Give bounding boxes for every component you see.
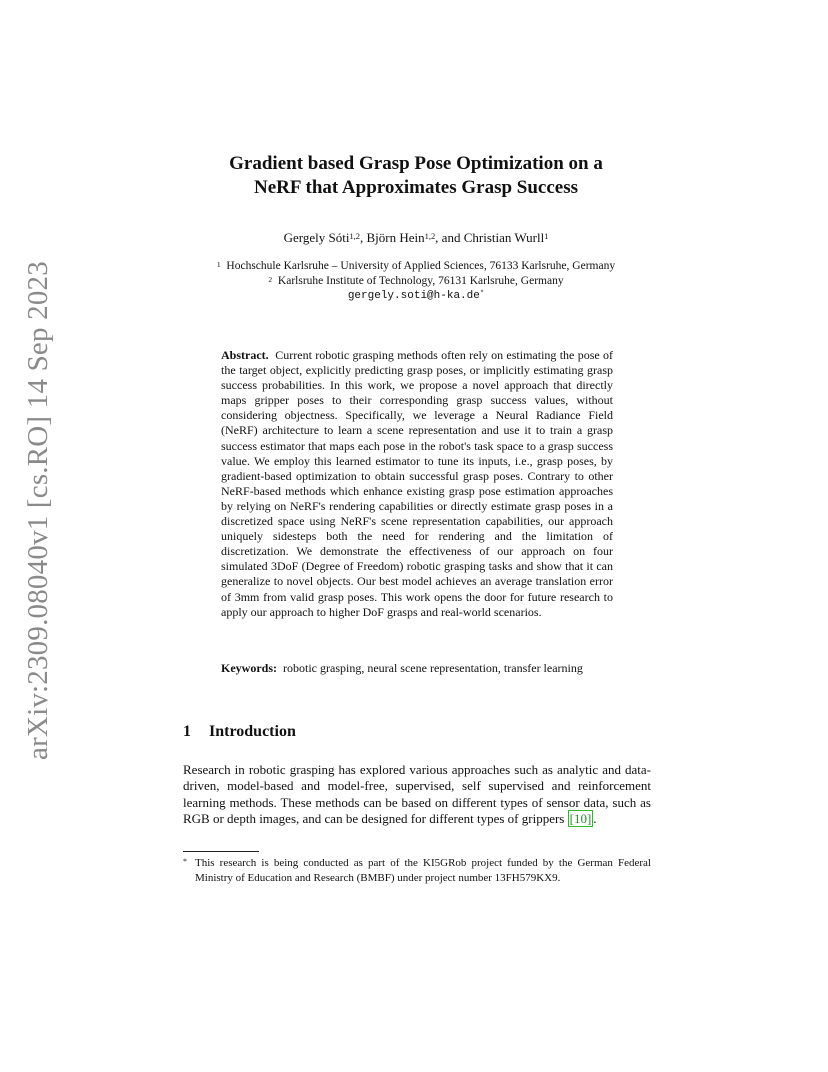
keywords (221, 661, 613, 676)
author-list (140, 229, 692, 247)
paper-title (140, 152, 692, 200)
contact-email (140, 289, 692, 304)
citation-link[interactable]: [10] (569, 810, 592, 826)
affiliation-text: Karlsruhe Institute of Technology, 76131 Karlsruhe, Germany (277, 275, 564, 287)
author-affiliation-marker: 1 (544, 231, 549, 241)
section-number: 1 (183, 723, 191, 740)
section-title: Introduction (209, 723, 296, 740)
author-name: Gergely Sóti (283, 230, 350, 245)
author-name: Christian Wurll (463, 230, 545, 245)
paragraph-text: Research in robotic grasping has explored various approaches such as analytic and data-driven, model-based and model-free, supervised, self supervised and reinforcement learning methods. These methods can be based on different types of sensor data, such as RGB or depth images, and can be designed for different types of grippers (183, 762, 651, 826)
section-heading-introduction (183, 722, 296, 742)
paper-title-line-2: NeRF that Approximates Grasp Success (253, 177, 579, 198)
arxiv-identifier-stamp: arXiv:2309.08040v1 [cs.RO] 14 Sep 2023 (22, 261, 54, 760)
footnote-marker: * (183, 857, 187, 866)
footnote-divider (183, 851, 259, 852)
keywords-label: Keywords: (221, 661, 277, 675)
affiliation-text: Hochschule Karlsruhe – University of Applied Sciences, 76133 Karlsruhe, Germany (226, 260, 616, 272)
footnote (183, 856, 651, 885)
footnote-text: This research is being conducted as part of the KI5GRob project funded by the German Federal Ministry of Education and Research (BMBF) under project number 13FH579KX9. (195, 857, 651, 884)
keywords-text: robotic grasping, neural scene representation, transfer learning (283, 661, 583, 675)
affiliation-marker: 1 (216, 260, 221, 269)
author-affiliation-marker: 1,2 (349, 231, 360, 241)
author-separator: , and (435, 230, 464, 245)
paragraph-text-end: . (593, 810, 597, 826)
author-affiliation-marker: 1,2 (424, 231, 436, 241)
intro-paragraph (183, 762, 651, 827)
author-name: Björn Hein (366, 230, 425, 245)
abstract-label: Abstract. (221, 348, 269, 362)
author-separator: , (359, 230, 367, 245)
abstract-text: Current robotic grasping methods often rely on estimating the pose of the target object, explicitly predicting grasp poses, or implicitly estimating grasp success probabilities. In this work, we propose a novel approach that directly maps gripper poses to their corresponding grasp success values, without considering objectness. Specifically, we leverage a Neural Radiance Field (NeRF) architecture to learn a scene representation and use it to train a grasp success estimator that maps each pose in the robot's task space to a grasp success value. We employ this learned estimator to tune its inputs, i.e., grasp poses, by gradient-based optimization to obtain successful grasp poses. Contrary to other NeRF-based methods which enhance existing grasp pose estimation approaches by relying on NeRF's rendering capabilities or directly estimate grasp poses in a discretized space using NeRF's scene representation capabilities, our approach uniquely sidesteps both the need for rendering and the limitation of discretization. We demonstrate the effectiveness of our approach on four simulated 3DoF (Degree of Freedom) robotic grasping tasks and show that it can generalize to novel objects. Our best model achieves an average translation error of 3mm from valid grasp poses. This work opens the door for future research to apply our approach to higher DoF grasps and real-world scenarios. (221, 348, 613, 619)
paper-title-line-1: Gradient based Grasp Pose Optimization on a (229, 153, 603, 174)
affiliation-1 (140, 259, 692, 274)
abstract (221, 348, 613, 620)
email-footnote-marker: * (479, 290, 485, 298)
affiliation-marker: 2 (268, 275, 273, 284)
affiliation-2 (140, 274, 692, 289)
email-address[interactable]: gergely.soti@h-ka.de (347, 290, 480, 302)
